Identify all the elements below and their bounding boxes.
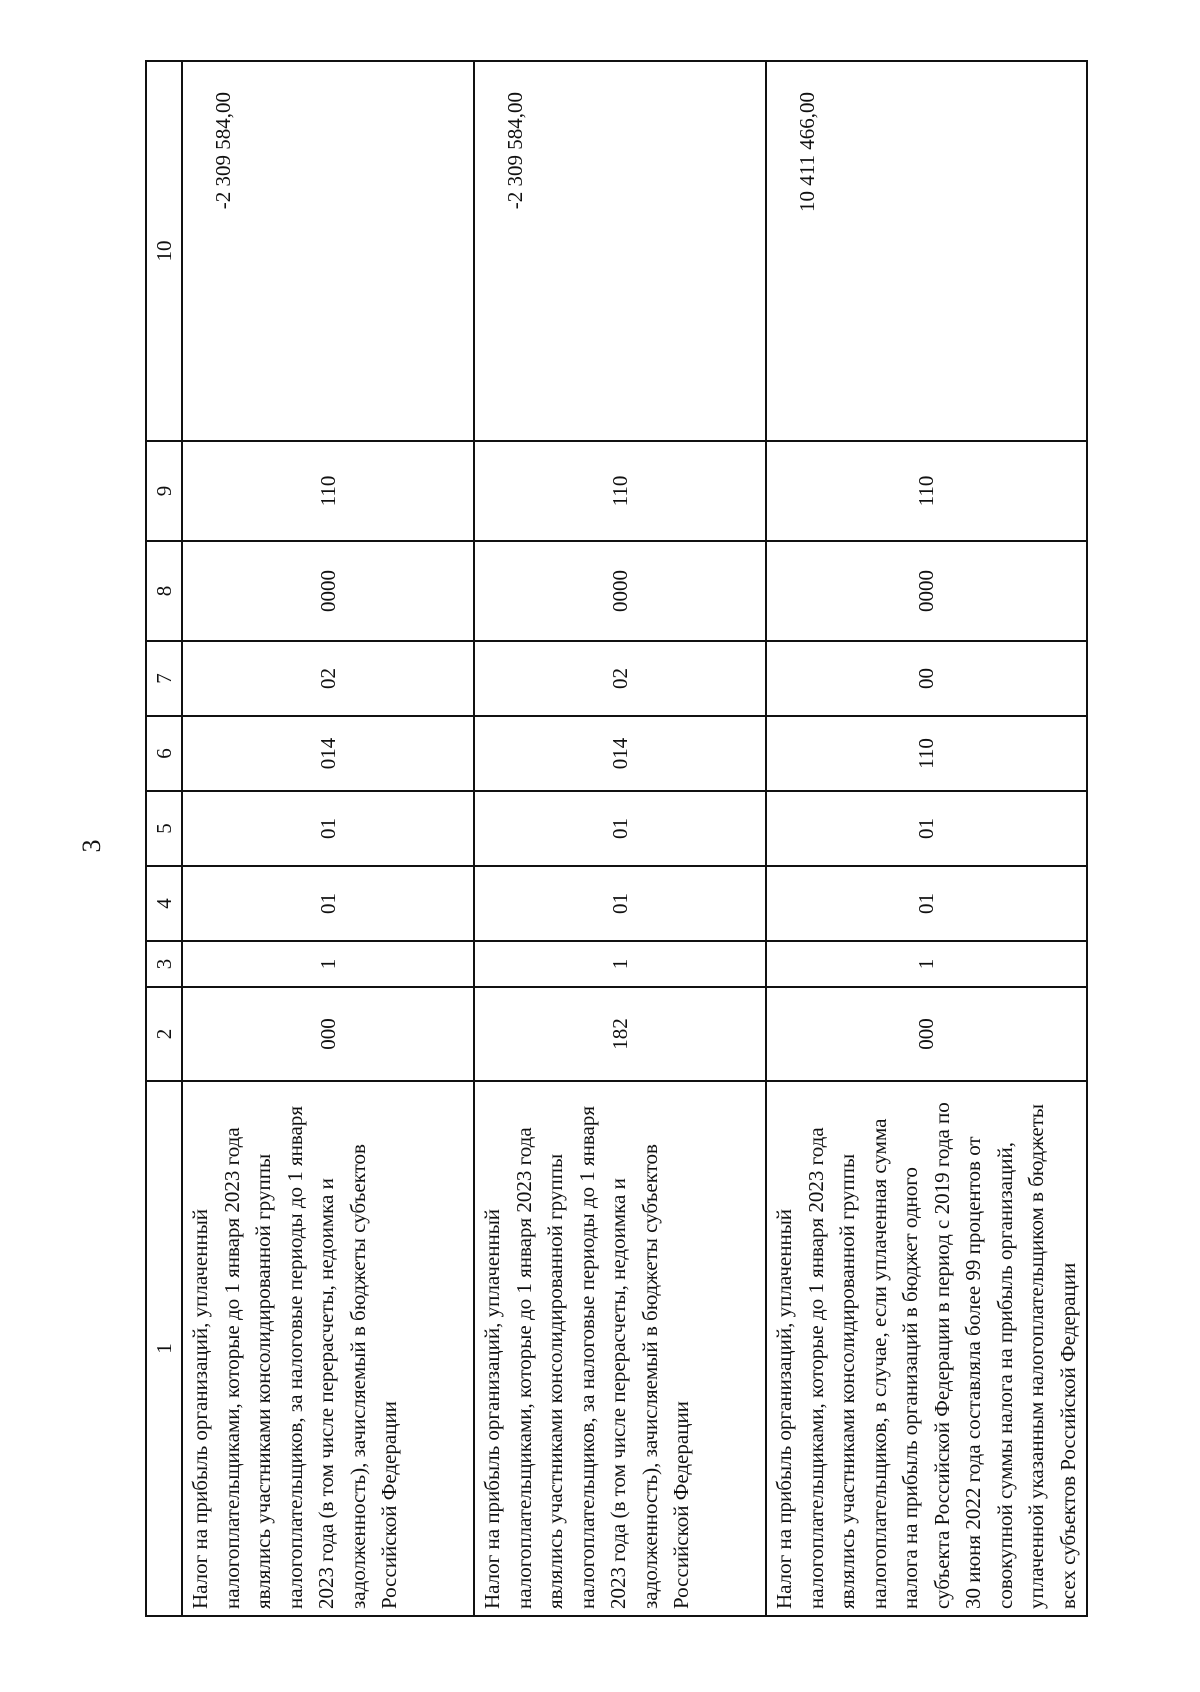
code-cell: 182 [474, 987, 766, 1081]
column-header: 4 [146, 866, 182, 941]
table-row [474, 61, 766, 1616]
column-header: 9 [146, 441, 182, 541]
page-number: 3 [77, 839, 106, 853]
code-cell: 01 [766, 791, 1087, 866]
code-cell: 01 [766, 866, 1087, 941]
column-header: 8 [146, 541, 182, 641]
column-header: 10 [146, 61, 182, 441]
code-cell: 110 [474, 441, 766, 541]
code-cell: 01 [474, 866, 766, 941]
code-cell: 000 [766, 987, 1087, 1081]
code-cell: 1 [766, 941, 1087, 987]
code-cell: 0000 [182, 541, 474, 641]
budget-revenue-table [145, 60, 1088, 1617]
code-cell: 01 [182, 866, 474, 941]
code-cell: 0000 [474, 541, 766, 641]
code-cell: 110 [182, 441, 474, 541]
code-cell: 110 [766, 441, 1087, 541]
rotated-table-container [145, 62, 1080, 1617]
amount-cell: 10 411 466,00 [766, 61, 1087, 441]
amount-cell: -2 309 584,00 [182, 61, 474, 441]
table-row [182, 61, 474, 1616]
table-row [766, 61, 1087, 1616]
code-cell: 000 [182, 987, 474, 1081]
code-cell: 014 [182, 716, 474, 791]
code-cell: 02 [474, 641, 766, 716]
row-description: Налог на прибыль организаций, уплаченный налогоплательщиками, которые до 1 января 2023 года являлись участниками консолидированной группы налогоплательщиков, в случае, если уплаченная сумма налога на прибыль организаций в бюджет одного субъекта Российской Федерации в период с 2019 года по 30 июня 2022 года составляла более 99 процентов от совокупной суммы налога на прибыль организаций, уплаченной указанным налогоплательщиком в бюджеты всех субъектов Российской Федерации [766, 1081, 1087, 1616]
column-header: 2 [146, 987, 182, 1081]
code-cell: 1 [182, 941, 474, 987]
code-cell: 00 [766, 641, 1087, 716]
row-description: Налог на прибыль организаций, уплаченный налогоплательщиками, которые до 1 января 2023 года являлись участниками консолидированной группы налогоплательщиков, за налоговые периоды до 1 января 2023 года (в том числе перерасчеты, недоимка и задолженность), зачисляемый в бюджеты субъектов Российской Федерации [182, 1081, 474, 1616]
code-cell: 014 [474, 716, 766, 791]
code-cell: 1 [474, 941, 766, 987]
column-header: 5 [146, 791, 182, 866]
column-header: 3 [146, 941, 182, 987]
code-cell: 110 [766, 716, 1087, 791]
column-header: 7 [146, 641, 182, 716]
row-description: Налог на прибыль организаций, уплаченный налогоплательщиками, которые до 1 января 2023 года являлись участниками консолидированной группы налогоплательщиков, за налоговые периоды до 1 января 2023 года (в том числе перерасчеты, недоимка и задолженность), зачисляемый в бюджеты субъектов Российской Федерации [474, 1081, 766, 1616]
column-header: 1 [146, 1081, 182, 1616]
amount-cell: -2 309 584,00 [474, 61, 766, 441]
code-cell: 02 [182, 641, 474, 716]
code-cell: 01 [182, 791, 474, 866]
code-cell: 01 [474, 791, 766, 866]
code-cell: 0000 [766, 541, 1087, 641]
column-header: 6 [146, 716, 182, 791]
header-row [146, 61, 182, 1616]
